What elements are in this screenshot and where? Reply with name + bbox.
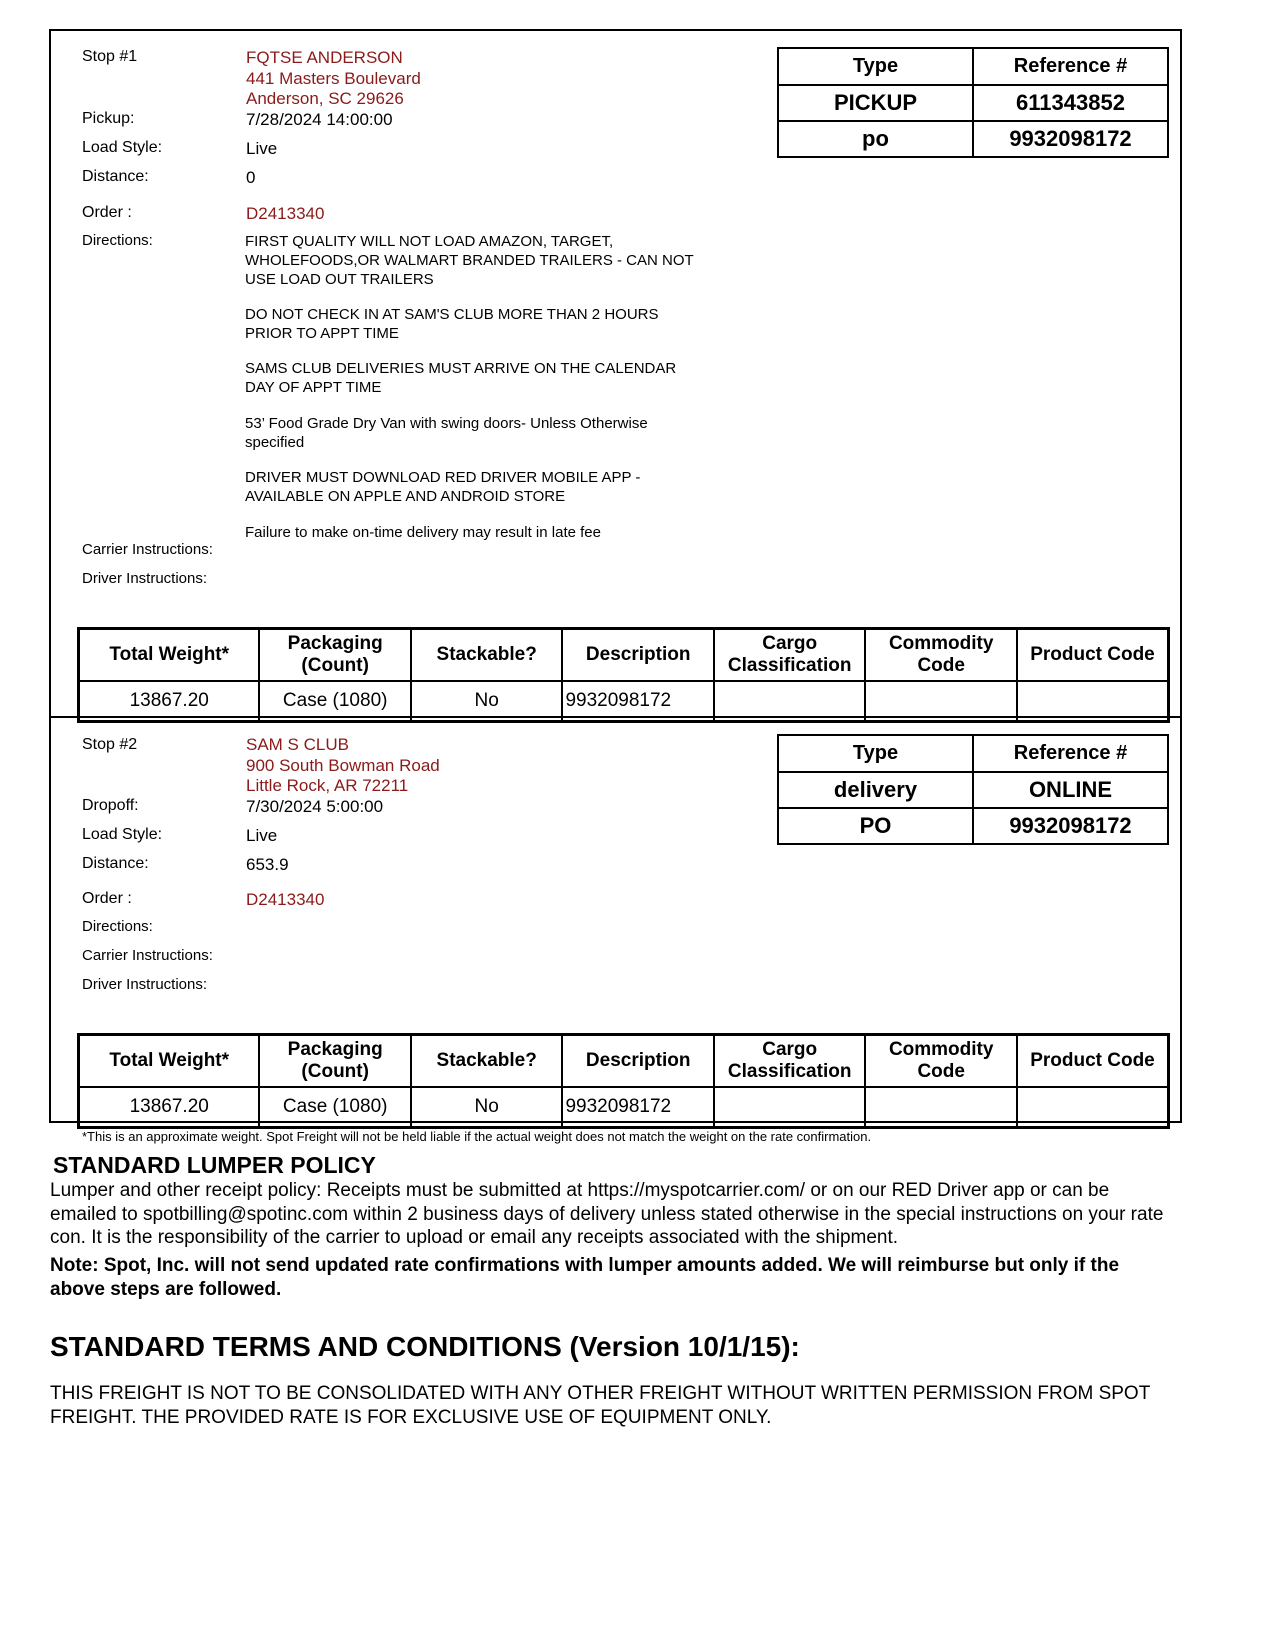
direction-line: SAMS CLUB DELIVERIES MUST ARRIVE ON THE CALENDAR DAY OF APPT TIME <box>245 360 677 396</box>
weight-footnote: *This is an approximate weight. Spot Freight will not be held liable if the actual weight does not match the weight on the rate confirmation. <box>82 1129 872 1144</box>
ref-type: po <box>778 121 973 157</box>
freight-table <box>77 1033 1170 1129</box>
product-code-header: Product Code <box>1017 1035 1169 1088</box>
distance-value: 653.9 <box>246 855 289 874</box>
product-code-cell <box>1017 1087 1169 1128</box>
product-code-header: Product Code <box>1017 629 1169 682</box>
description-header: Description <box>562 629 714 682</box>
distance-label: Distance: <box>82 168 149 185</box>
packaging-header-line1: Packaging <box>287 1039 383 1060</box>
carrier-instructions-label: Carrier Instructions: <box>82 541 213 558</box>
table-row <box>79 1087 1169 1128</box>
cargo-class-cell <box>714 1087 866 1128</box>
weight-header: Total Weight* <box>79 629 260 682</box>
ref-number-header: Reference # <box>973 735 1168 772</box>
terms-title: STANDARD TERMS AND CONDITIONS (Version 10/1/15): <box>50 1331 800 1362</box>
ref-number: 9932098172 <box>973 121 1168 157</box>
ref-type: PICKUP <box>778 85 973 121</box>
time-label: Pickup: <box>82 110 135 127</box>
ref-number-header: Reference # <box>973 48 1168 85</box>
order-label: Order : <box>82 204 132 221</box>
load-style-value: Live <box>246 826 278 845</box>
distance-value: 0 <box>246 168 256 187</box>
reference-table <box>777 47 1169 158</box>
cargo-header-line1: Cargo <box>762 1039 818 1060</box>
ref-type: PO <box>778 808 973 844</box>
time-value: 7/30/2024 5:00:00 <box>246 797 384 816</box>
direction-line: DO NOT CHECK IN AT SAM'S CLUB MORE THAN 2 HOURS PRIOR TO APPT TIME <box>245 306 659 342</box>
ref-type-header: Type <box>778 735 973 772</box>
ref-number: 9932098172 <box>973 808 1168 844</box>
cargo-class-header <box>714 629 866 682</box>
order-label: Order : <box>82 890 132 907</box>
weight-cell: 13867.20 <box>79 681 260 722</box>
lumper-policy-text: Lumper and other receipt policy: Receipts must be submitted at https://myspotcarrier.com/ or on our RED Driver app or can be emailed to spotbilling@spotinc.com within 2 business days of delivery unless stated otherwise in the special instructions on your rate con. It is the responsibility of the carrier to upload or email any receipts associated with the shipment. <box>50 1180 1164 1248</box>
load-style-label: Load Style: <box>82 139 163 156</box>
commodity-code-cell <box>865 681 1017 722</box>
direction-line: DRIVER MUST DOWNLOAD RED DRIVER MOBILE APP - AVAILABLE ON APPLE AND ANDROID STORE <box>245 469 641 505</box>
commodity-header-line2: Code <box>917 1061 965 1082</box>
commodity-code-header <box>865 629 1017 682</box>
load-style-label: Load Style: <box>82 826 163 843</box>
packaging-header <box>259 629 411 682</box>
commodity-header-line1: Commodity <box>888 633 994 654</box>
time-value: 7/28/2024 14:00:00 <box>246 110 393 129</box>
packaging-header-line1: Packaging <box>287 633 383 654</box>
cargo-header-line2: Classification <box>727 1061 852 1082</box>
stop-frame-top-border <box>49 29 1182 31</box>
direction-line: 53’ Food Grade Dry Van with swing doors- Unless Otherwise specified <box>245 415 648 451</box>
driver-instructions-label: Driver Instructions: <box>82 976 208 993</box>
stackable-cell: No <box>411 681 563 722</box>
cargo-header-line1: Cargo <box>762 633 818 654</box>
terms-text: THIS FREIGHT IS NOT TO BE CONSOLIDATED WITH ANY OTHER FREIGHT WITHOUT WRITTEN PERMISSION FROM SPOT FREIGHT. THE PROVIDED RATE IS FOR EXCLUSIVE USE OF EQUIPMENT ONLY. <box>50 1383 1150 1428</box>
stop-label: Stop #2 <box>82 736 138 753</box>
commodity-header-line1: Commodity <box>888 1039 994 1060</box>
freight-table <box>77 627 1170 723</box>
description-cell: 9932098172 <box>562 681 714 722</box>
driver-instructions-label: Driver Instructions: <box>82 570 208 587</box>
stackable-header: Stackable? <box>411 1035 563 1088</box>
packaging-header-line2: (Count) <box>301 1061 369 1082</box>
packaging-header-line2: (Count) <box>301 655 369 676</box>
packaging-header <box>259 1035 411 1088</box>
lumper-policy-title: STANDARD LUMPER POLICY <box>53 1152 376 1178</box>
address-line-2: Anderson, SC 29626 <box>246 89 404 108</box>
carrier-instructions-label: Carrier Instructions: <box>82 947 213 964</box>
ref-number: 611343852 <box>973 85 1168 121</box>
direction-line: FIRST QUALITY WILL NOT LOAD AMAZON, TARGET, WHOLEFOODS,OR WALMART BRANDED TRAILERS - CAN NOT USE LOAD OUT TRAILERS <box>245 233 694 288</box>
order-number: D2413340 <box>246 890 325 909</box>
directions-label: Directions: <box>82 232 153 249</box>
ref-number: ONLINE <box>973 772 1168 808</box>
lumper-policy-note: Note: Spot, Inc. will not send updated rate confirmations with lumper amounts added. We will reimburse but only if the above steps are followed. <box>50 1255 1120 1300</box>
packaging-cell: Case (1080) <box>259 681 411 722</box>
table-row <box>79 681 1169 722</box>
order-number: D2413340 <box>246 204 325 223</box>
reference-table <box>777 734 1169 845</box>
distance-label: Distance: <box>82 855 149 872</box>
direction-line: Failure to make on-time delivery may result in late fee <box>245 524 601 541</box>
commodity-code-cell <box>865 1087 1017 1128</box>
description-cell: 9932098172 <box>562 1087 714 1128</box>
facility-name: FQTSE ANDERSON <box>246 48 403 67</box>
cargo-class-cell <box>714 681 866 722</box>
load-style-value: Live <box>246 139 278 158</box>
ref-type: delivery <box>778 772 973 808</box>
cargo-header-line2: Classification <box>727 655 852 676</box>
weight-header: Total Weight* <box>79 1035 260 1088</box>
weight-cell: 13867.20 <box>79 1087 260 1128</box>
address-line-1: 900 South Bowman Road <box>246 756 440 775</box>
commodity-code-header <box>865 1035 1017 1088</box>
directions-label: Directions: <box>82 918 153 935</box>
stackable-header: Stackable? <box>411 629 563 682</box>
product-code-cell <box>1017 681 1169 722</box>
stop-label: Stop #1 <box>82 48 138 65</box>
stop-frame-right-border <box>1180 29 1182 1123</box>
facility-name: SAM S CLUB <box>246 735 349 754</box>
packaging-cell: Case (1080) <box>259 1087 411 1128</box>
address-line-1: 441 Masters Boulevard <box>246 69 421 88</box>
time-label: Dropoff: <box>82 797 139 814</box>
commodity-header-line2: Code <box>917 655 965 676</box>
ref-type-header: Type <box>778 48 973 85</box>
cargo-class-header <box>714 1035 866 1088</box>
description-header: Description <box>562 1035 714 1088</box>
stackable-cell: No <box>411 1087 563 1128</box>
stop-frame-left-border <box>49 29 51 1123</box>
address-line-2: Little Rock, AR 72211 <box>246 776 409 795</box>
